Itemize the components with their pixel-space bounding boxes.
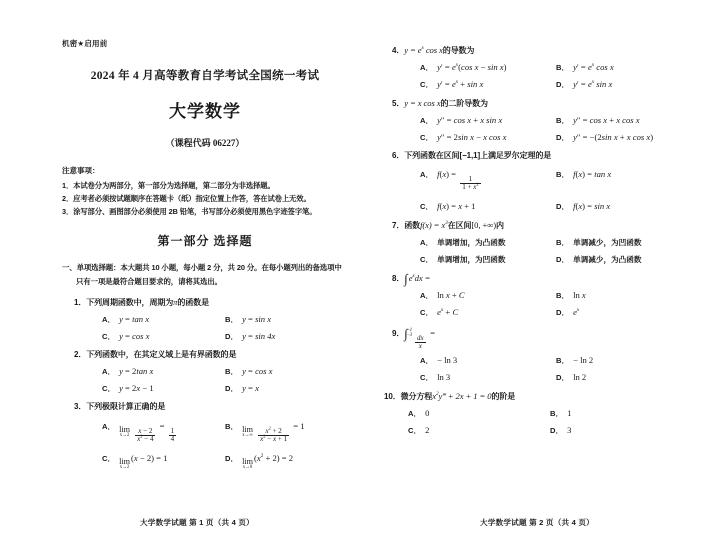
option-c <box>408 425 550 436</box>
notice-title: 注意事项： <box>62 166 100 175</box>
fraction-result: $\frac{1}{4}$ <box>170 426 175 443</box>
option-d-text: y″ = −(2sin x + x cos x) <box>573 132 654 142</box>
question-10-stem <box>384 390 692 403</box>
option-d-label: D． <box>556 80 570 89</box>
part-one-title: 第一部分 选择题 <box>157 234 253 249</box>
question-6 <box>380 150 692 212</box>
option-b <box>225 366 348 377</box>
question-10 <box>380 390 692 436</box>
instruction-line-2: 只有一项是最符合题目要求的，请将其选出。 <box>76 276 222 286</box>
option-c-text: $y' = e^x + \sin x$ <box>437 79 484 89</box>
section-one-instruction <box>62 261 348 288</box>
question-7-stem-before: 函数 <box>404 220 421 230</box>
question-10-number: 10． <box>384 392 401 402</box>
question-1-stem-before: 下列周期函数中，周期为 <box>86 297 174 307</box>
option-d <box>550 425 692 436</box>
option-c <box>420 372 556 383</box>
option-a-text: y = tan x <box>119 313 150 324</box>
option-d-label: D． <box>556 373 570 383</box>
option-b-label: B． <box>556 116 570 125</box>
option-c <box>420 201 556 212</box>
question-9-integral <box>404 327 436 350</box>
option-d-text: $y' = e^x$ sin x <box>573 79 613 89</box>
course-code: （课程代码 06227） <box>165 138 245 148</box>
question-2-stem <box>74 349 348 361</box>
option-c <box>102 383 225 394</box>
option-b-text: y = sin x <box>242 313 272 324</box>
question-4-stem <box>392 44 692 57</box>
question-2 <box>62 349 348 394</box>
option-d-text: 单调减少，为凸函数 <box>573 254 642 264</box>
option-a <box>420 237 556 248</box>
option-d <box>225 331 348 342</box>
page-2-footer: 大学数学试题 第 2 页（共 4 页） <box>480 518 594 527</box>
option-b <box>556 355 692 366</box>
option-b-label: B． <box>556 63 570 72</box>
option-a-label: A． <box>408 409 422 419</box>
option-a-label: A． <box>420 237 434 247</box>
subject-title: 大学数学 <box>169 102 241 121</box>
question-6-stem-text: 下列函数在区间[−1,1]上满足罗尔定理的是 <box>404 151 552 160</box>
question-2-number: 2． <box>74 349 87 359</box>
question-8-number: 8． <box>392 273 405 283</box>
option-d-label: D． <box>225 454 239 464</box>
option-d-label: D． <box>225 331 239 341</box>
option-c-label: C． <box>420 254 434 264</box>
option-c-text: ln 3 <box>437 372 451 383</box>
option-a <box>102 366 225 377</box>
option-c <box>420 254 556 265</box>
option-c-label: C． <box>420 307 434 317</box>
integral-lower-bound: −3 <box>406 333 413 339</box>
question-7 <box>380 219 692 265</box>
option-b-label: B． <box>556 237 570 247</box>
option-b <box>556 169 692 192</box>
option-a <box>420 169 556 192</box>
option-d <box>225 383 348 394</box>
option-d <box>556 307 692 318</box>
option-a-text: y″ = cos x + x sin x <box>437 115 503 125</box>
question-2-options <box>74 366 348 394</box>
option-a-label: A． <box>420 290 434 300</box>
confidential-mark: 机密★启用前 <box>62 39 108 48</box>
option-c-text: y = cos x <box>119 330 150 341</box>
option-c-label: C． <box>408 426 422 436</box>
option-b <box>556 115 692 126</box>
question-5-number: 5． <box>392 99 405 108</box>
option-a <box>420 290 556 301</box>
question-9-stem <box>392 325 692 351</box>
question-1 <box>62 296 348 342</box>
option-a-text: ln x + C <box>437 289 465 300</box>
limit-operator: lim x→2 <box>119 424 130 438</box>
option-d-label: D． <box>550 426 564 436</box>
option-b-label: B． <box>550 409 564 419</box>
option-a-label: A． <box>102 421 116 431</box>
question-6-number: 6． <box>392 151 405 160</box>
fraction: $\frac{x^2 + 2}{x^2 - x + 1}$ <box>260 425 288 443</box>
option-c-label: C． <box>420 133 434 142</box>
option-d-label: D． <box>225 383 239 393</box>
option-d <box>556 201 692 212</box>
option-d-text: y = x <box>242 382 259 393</box>
question-10-stem-before: 微分方程 <box>400 392 433 402</box>
option-b-text: 1 <box>567 408 572 419</box>
integral-upper-bound: −1 <box>406 328 413 334</box>
option-d <box>225 453 348 471</box>
question-3 <box>62 401 348 472</box>
option-d <box>556 254 692 265</box>
option-b <box>556 237 692 248</box>
question-7-number: 7． <box>392 220 405 230</box>
question-3-options <box>74 421 348 472</box>
option-c-text: lim x→2 (x − 2) = 1 <box>119 453 168 471</box>
page-1-footer: 大学数学试题 第 1 页（共 4 页） <box>140 518 254 527</box>
option-a-text: $y' = e^x(\cos$ x − sin x) <box>437 62 507 72</box>
option-d-text: f(x) = sin x <box>573 200 611 211</box>
question-5-math: y = x cos x <box>404 98 441 108</box>
option-d-text: lim x→0 $(x^2 + 2) = 2$ <box>242 453 294 471</box>
option-d-text: $e^x$ <box>573 306 580 317</box>
instruction-line-1: 一、单项选择题：本大题共 10 小题，每小题 2 分，共 20 分。在每小题列出的备选项中 <box>62 263 342 273</box>
option-a <box>102 314 225 325</box>
option-b-label: B． <box>225 366 239 376</box>
option-c <box>102 453 225 471</box>
option-c-text: 单调增加，为凹函数 <box>437 254 506 264</box>
question-4-stem-cn: 的导数为 <box>442 46 475 55</box>
question-5-stem-cn: 的二阶导数为 <box>440 99 488 108</box>
option-c <box>420 132 556 143</box>
fraction: $\frac{dx}{x}$ <box>417 333 424 350</box>
option-a-text: f(x) = $\frac{1}{1 + x^2}$ <box>437 169 479 192</box>
question-4 <box>380 44 692 90</box>
option-b-label: B． <box>225 314 239 324</box>
option-b <box>556 290 692 301</box>
question-7-stem <box>392 219 692 232</box>
option-b-label: B． <box>556 170 570 179</box>
fraction: $\frac{x - 2}{x^2 - 4}$ <box>137 426 154 443</box>
question-10-options <box>384 408 692 436</box>
question-3-stem <box>74 401 348 413</box>
option-c-label: C． <box>420 80 434 89</box>
question-7-stem-mid: 在区间 <box>447 220 472 230</box>
question-1-stem-after: 的函数是 <box>177 297 209 307</box>
option-c-text: y″ = 2sin x − x cos x <box>437 132 507 142</box>
option-d-text: y = sin 4x <box>242 330 276 341</box>
option-b-text: $y' = e^x$ cos x <box>573 62 614 72</box>
option-a-label: A． <box>102 366 116 376</box>
question-1-symbol: π <box>173 296 178 307</box>
option-c-text: y = 2x − 1 <box>119 382 154 393</box>
option-d-text: 3 <box>567 425 572 436</box>
option-a-label: A． <box>420 356 434 366</box>
question-7-interval: [0, +∞) <box>471 219 496 230</box>
option-d-label: D． <box>556 133 570 142</box>
option-d <box>556 372 692 383</box>
question-7-stem-after: 内 <box>496 220 504 230</box>
option-a-label: A． <box>420 170 434 179</box>
question-7-options <box>392 237 692 265</box>
limit-operator: lim x→2 <box>119 457 130 471</box>
option-c-label: C． <box>102 331 116 341</box>
question-9 <box>380 325 692 384</box>
question-3-number: 3． <box>74 401 87 411</box>
option-b-label: B． <box>556 356 570 366</box>
option-b <box>550 408 692 419</box>
option-d-label: D． <box>556 307 570 317</box>
option-b-text: f(x) = tan x <box>573 169 612 179</box>
question-2-stem-text: 下列函数中，在其定义域上是有界函数的是 <box>86 349 237 359</box>
question-1-number: 1． <box>74 297 87 307</box>
option-a <box>420 115 556 126</box>
option-b-text: − ln 2 <box>573 355 594 366</box>
question-8-stem <box>392 272 692 285</box>
fraction: $\frac{1}{1 + x^2}$ <box>462 174 479 192</box>
limit-operator: lim x→∞ <box>242 424 253 438</box>
question-3-stem-text: 下列极限计算正确的是 <box>86 401 166 411</box>
integral-sign: ∫ <box>404 272 408 287</box>
question-6-options <box>392 169 692 212</box>
option-d-text: ln 2 <box>573 372 587 383</box>
option-d-label: D． <box>556 201 570 211</box>
question-8-integral: ∫ $e^xdx$ = <box>404 272 431 287</box>
option-c <box>102 331 225 342</box>
question-5-options <box>392 115 692 143</box>
option-a-label: A． <box>102 314 116 324</box>
option-a <box>408 408 550 419</box>
option-b-text: ln x <box>573 289 586 300</box>
option-b-label: B． <box>225 421 239 431</box>
question-1-stem <box>74 296 348 309</box>
option-b-text: 单调减少，为凹函数 <box>573 237 642 247</box>
question-9-number: 9． <box>392 328 405 338</box>
option-c-text: 2 <box>425 425 430 436</box>
notice-item: 2．应考者必须按试题顺序在答题卡（纸）指定位置上作答，答在试卷上无效。 <box>62 193 311 203</box>
option-c-text: f(x) = x + 1 <box>437 200 476 211</box>
option-a-text: − ln 3 <box>437 355 458 366</box>
question-9-options <box>392 355 692 383</box>
option-c-label: C． <box>102 383 116 393</box>
option-a-label: A． <box>420 63 434 72</box>
option-d-label: D． <box>556 254 570 264</box>
question-5-stem <box>392 97 692 110</box>
question-7-math: $f(x) = x^3$ <box>420 219 448 230</box>
option-c <box>420 307 556 318</box>
question-5 <box>380 97 692 143</box>
option-c-label: C． <box>420 373 434 383</box>
question-4-options <box>392 62 692 90</box>
option-a <box>102 421 225 444</box>
option-a <box>420 62 556 73</box>
question-4-number: 4． <box>392 46 405 55</box>
integral-with-bounds: ∫ −1 −3 <box>404 327 413 342</box>
question-8-options <box>392 290 692 318</box>
question-10-stem-after: 的阶是 <box>491 392 516 402</box>
option-a-text: y = 2tan x <box>119 365 154 376</box>
option-c-text: $e^x + C$ <box>437 306 459 317</box>
exam-title: 2024 年 4 月高等教育自学考试全国统一考试 <box>90 70 320 82</box>
option-d <box>556 79 692 90</box>
option-b-text: y = cos x <box>242 365 273 376</box>
limit-operator: lim x→0 <box>242 457 253 471</box>
option-b <box>225 314 348 325</box>
option-a <box>420 355 556 366</box>
notice-item: 1．本试卷分为两部分，第一部分为选择题，第二部分为非选择题。 <box>62 181 275 190</box>
option-c-label: C． <box>420 201 434 211</box>
option-c <box>420 79 556 90</box>
option-b-text: y″ = cos x + x cos x <box>573 115 640 125</box>
question-8 <box>380 272 692 318</box>
option-b <box>225 421 348 444</box>
question-4-math: $y = e^x$ cos x <box>404 45 443 55</box>
option-a-text: 0 <box>425 408 430 419</box>
question-6-stem <box>392 150 692 162</box>
option-a-text: lim x→2 $\frac{x - 2}{x^2 - 4}$ = $\frac{1}{4}$ <box>119 420 175 443</box>
option-c-label: C． <box>102 454 116 464</box>
notice-item: 3．涂写部分、画图部分必须使用 2B 铅笔，书写部分必须使用黑色字迹签字笔。 <box>62 206 317 216</box>
option-a-label: A． <box>420 116 434 125</box>
option-b-label: B． <box>556 290 570 300</box>
question-10-math: $x^2y‴ + 2x + 1 = 0$ <box>432 391 492 402</box>
question-1-options <box>74 314 348 342</box>
option-b-text: lim x→∞ $\frac{x^2 + 2}{x^2 - x + 1}$ = 1 <box>242 420 305 443</box>
option-b <box>556 62 692 73</box>
option-a-text: 单调增加，为凸函数 <box>437 237 506 247</box>
question-9-equals: = <box>429 327 436 338</box>
exam-page-2 <box>372 0 718 550</box>
option-d <box>556 132 692 143</box>
